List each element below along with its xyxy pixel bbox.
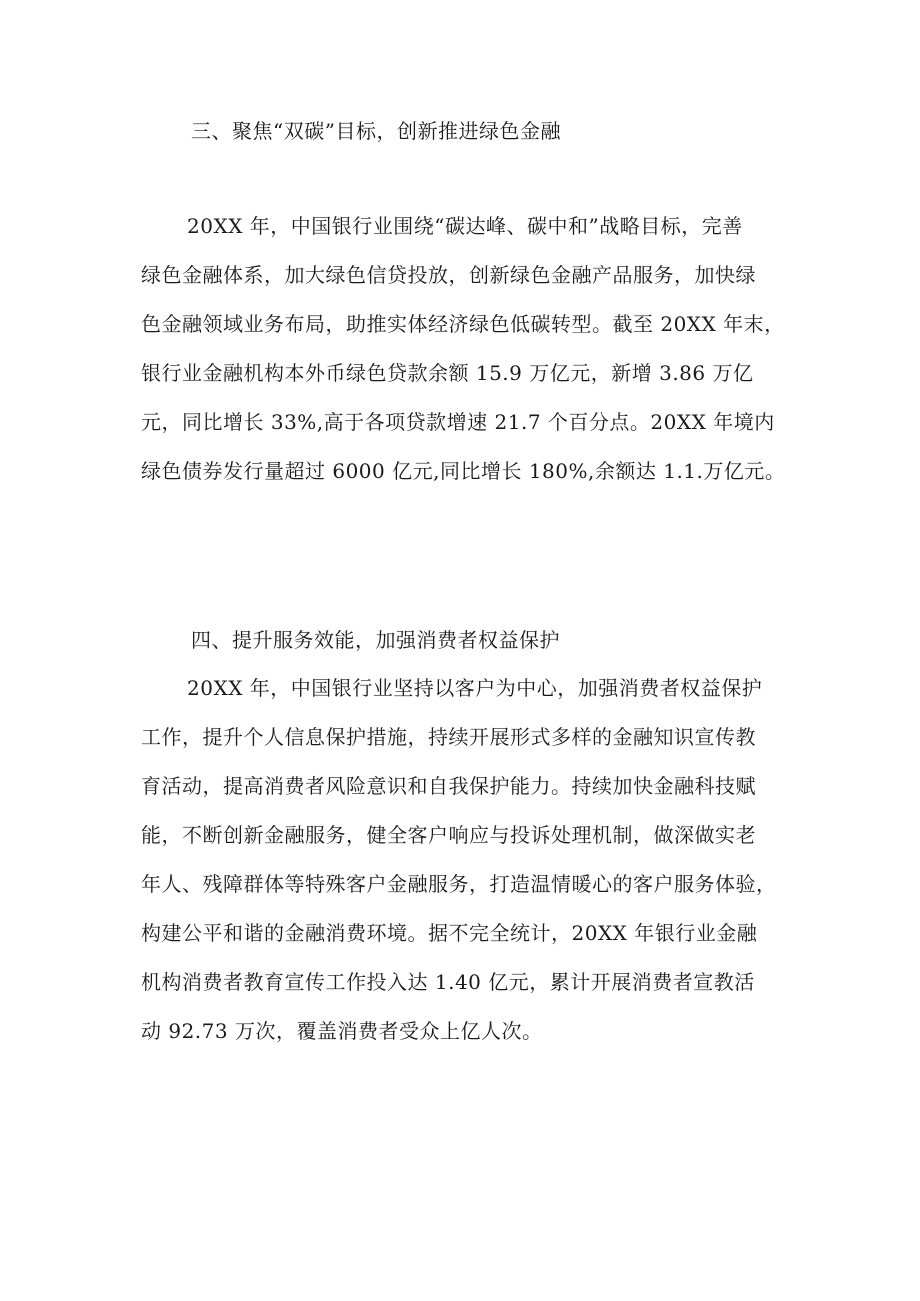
paragraph-line: 能，不断创新金融服务，健全客户响应与投诉处理机制，做深做实老	[141, 823, 756, 847]
paragraph-line: 动 92.73 万次，覆盖消费者受众上亿人次。	[141, 1019, 543, 1043]
paragraph-line: 元，同比增长 33%,高于各项贷款增速 21.7 个百分点。20XX 年境内	[141, 410, 775, 434]
paragraph-line: 20XX 年，中国银行业坚持以客户为中心，加强消费者权益保护	[187, 676, 763, 700]
paragraph-line: 构建公平和谐的金融消费环境。据不完全统计，20XX 年银行业金融	[141, 921, 758, 945]
section-heading-consumer-protection: 四、提升服务效能，加强消费者权益保护	[191, 628, 560, 652]
section-heading-green-finance: 三、聚焦“双碳”目标，创新推进绿色金融	[191, 119, 561, 143]
paragraph-line: 工作，提升个人信息保护措施，持续开展形式多样的金融知识宣传教	[141, 725, 756, 749]
paragraph-line: 机构消费者教育宣传工作投入达 1.40 亿元，累计开展消费者宣教活	[141, 970, 755, 994]
paragraph-line: 年人、残障群体等特殊客户金融服务，打造温情暖心的客户服务体验，	[141, 872, 777, 896]
paragraph-line: 育活动，提高消费者风险意识和自我保护能力。持续加快金融科技赋	[141, 774, 756, 798]
paragraph-line: 色金融领域业务布局，助推实体经济绿色低碳转型。截至 20XX 年末，	[141, 312, 785, 336]
paragraph-line: 银行业金融机构本外币绿色贷款余额 15.9 万亿元，新增 3.86 万亿	[141, 361, 754, 385]
paragraph-line: 20XX 年，中国银行业围绕“碳达峰、碳中和”战略目标，完善	[187, 214, 743, 238]
paragraph-line: 绿色债券发行量超过 6000 亿元,同比增长 180%,余额达 1.1.万亿元。	[141, 459, 786, 483]
paragraph-line: 绿色金融体系，加大绿色信贷投放，创新绿色金融产品服务，加快绿	[141, 263, 756, 287]
